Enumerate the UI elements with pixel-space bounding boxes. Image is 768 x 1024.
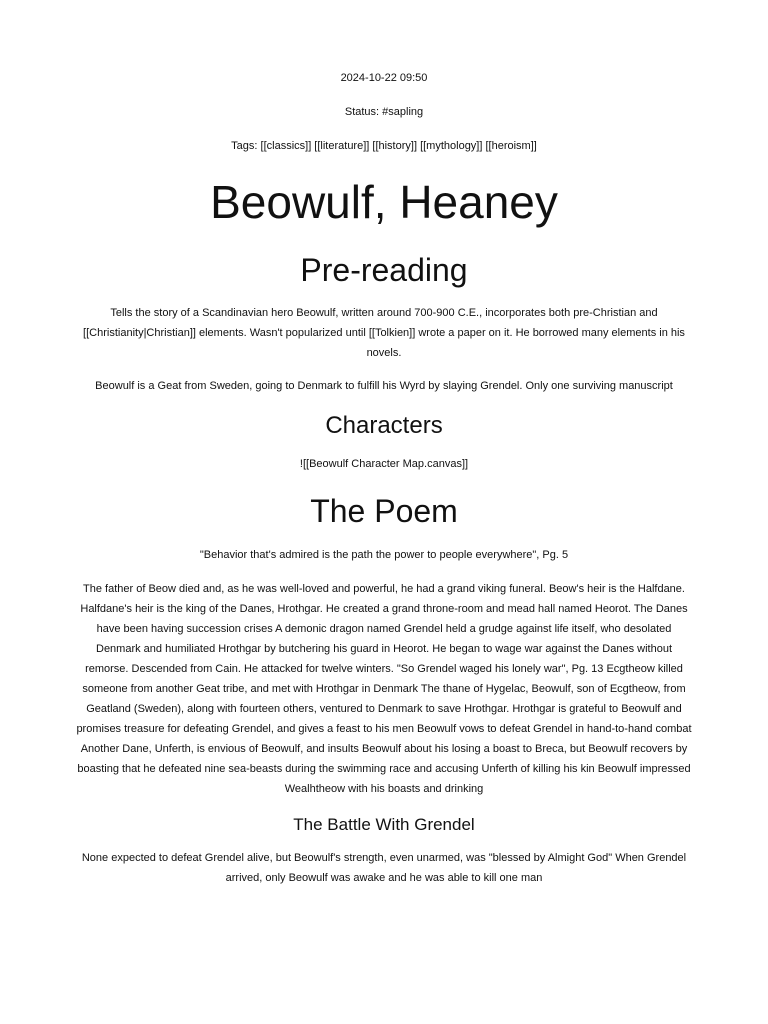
character-map-embed: ![[Beowulf Character Map.canvas]] xyxy=(299,458,469,470)
pre-reading-paragraph-2: Beowulf is a Geat from Sweden, going to Denmark to fulfill his Wyrd by slaying Grendel. Only one surviving manuscript xyxy=(95,380,673,392)
poem-quote: "Behavior that's admired is the path the power to people everywhere", Pg. 5 xyxy=(199,549,569,561)
pre-reading-paragraph-1: Tells the story of a Scandinavian hero Beowulf, written around 700-900 C.E., incorporates both pre-Christian and [[Christianity|Christian]] elements. Wasn't popularized until [[Tolkien]] wrote a paper on it. He borrowed many elements in his novels. xyxy=(83,307,685,359)
heading-the-poem: The Poem xyxy=(310,493,458,529)
note-date: 2024-10-22 09:50 xyxy=(340,72,428,84)
page-title: Beowulf, Heaney xyxy=(210,176,558,228)
battle-paragraph: None expected to defeat Grendel alive, but Beowulf's strength, even unarmed, was "blessed by Almight God" When Grendel arrived, only Beowulf was awake and he was able to kill one man xyxy=(81,852,687,884)
heading-pre-reading: Pre-reading xyxy=(300,252,468,288)
poem-summary-paragraph: The father of Beow died and, as he was well-loved and powerful, he had a grand viking funeral. Beow's heir is the Halfdane. Halfdane's heir is the king of the Danes, Hrothgar. He created a grand throne-room and mead hall named Heorot. The Danes have been having succession crises A demonic dragon named Grendel held a grudge against life itself, who desolated Denmark and humiliated Hrothgar by butchering his guard in Heorot. He began to wage war against the Danes without remorse. Descended from Cain. He attacked for twelve winters. "So Grendel waged his lonely war", Pg. 13 Ecgtheow killed someone from another Geat tribe, and met with Hrothgar in Denmark The thane of Hygelac, Beowulf, son of Ecgtheow, from Geatland (Sweden), along with fourteen others, ventured to Denmark to save Hrothgar. Hrothgar is grateful to Beowulf and promises treasure for defeating Grendel, and gives a feast to his men Beowulf vows to defeat Grendel in hand-to-hand combat Another Dane, Unferth, is envious of Beowulf, and insults Beowulf about his losing a boast to Breca, but Beowulf recovers by boasting that he defeated nine sea-beasts during the swimming race and accusing Unferth of killing his kin Beowulf impressed Wealhtheow with his boasts and drinking xyxy=(76,583,692,795)
heading-characters: Characters xyxy=(325,412,443,439)
note-status: Status: #sapling xyxy=(344,106,424,118)
note-tags: Tags: [[classics]] [[literature]] [[history]] [[mythology]] [[heroism]] xyxy=(231,140,537,152)
heading-battle-with-grendel: The Battle With Grendel xyxy=(293,815,475,834)
